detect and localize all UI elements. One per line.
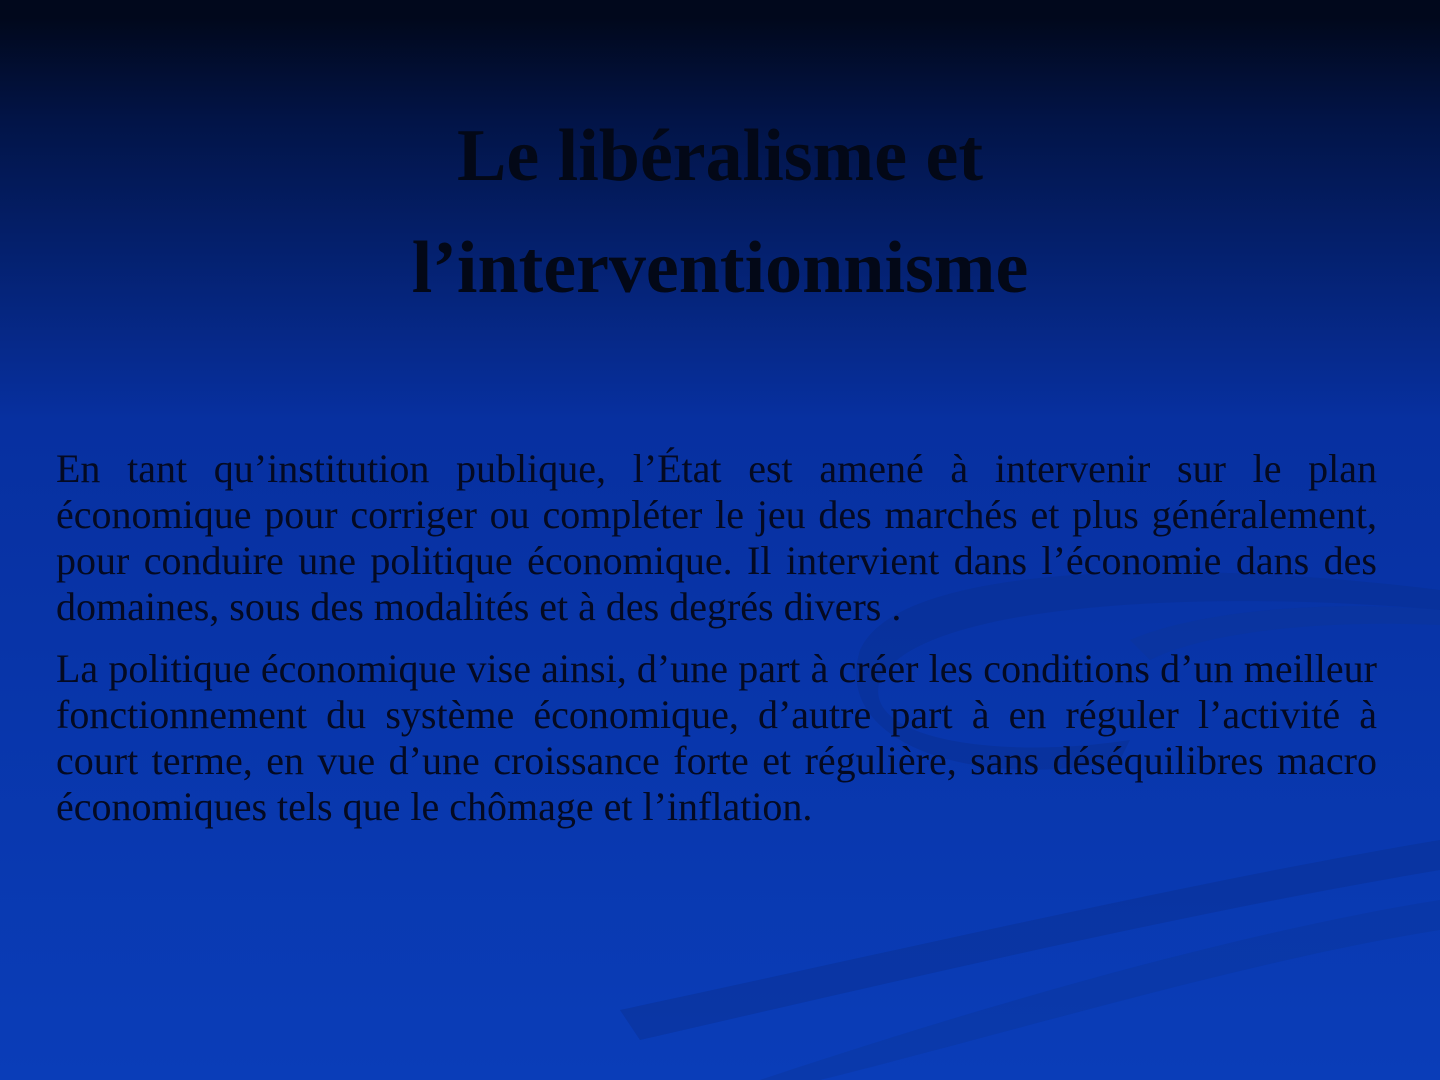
paragraph-2: La politique économique vise ainsi, d’une part à créer les conditions d’un meilleur fonctionnement du système économique, d’autre part à en réguler l’activité à court terme, en vue d’une croissance forte et régulière, sans déséquilibres macro économiques tels que le chômage et l’inflation. bbox=[56, 646, 1377, 829]
paragraph-1: En tant qu’institution publique, l’État est amené à intervenir sur le plan économique pour corriger ou compléter le jeu des marchés et plus généralement, pour conduire une politique économique. Il intervient dans l’économie dans des domaines, sous des modalités et à des degrés divers . bbox=[56, 446, 1377, 629]
slide-title bbox=[120, 100, 1320, 324]
slide-body bbox=[56, 446, 1377, 846]
slide-title-line-2: l’interventionnisme bbox=[411, 227, 1029, 309]
slide-title-line-1: Le libéralisme et bbox=[456, 115, 984, 197]
